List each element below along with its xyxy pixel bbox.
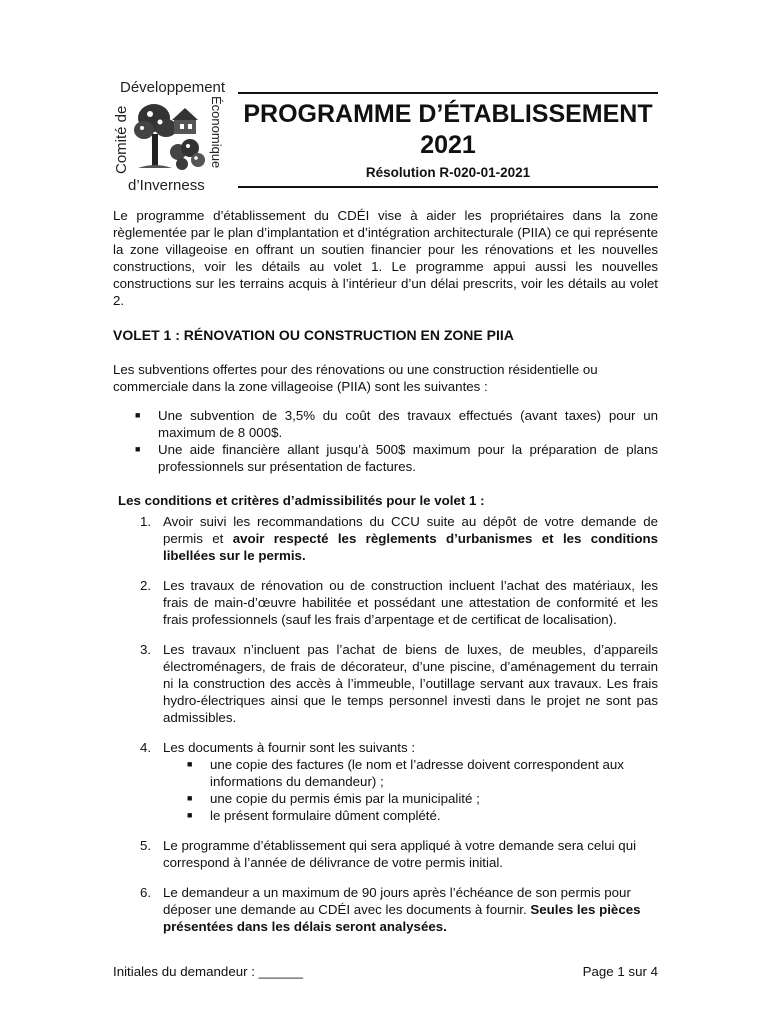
list-item (163, 790, 658, 807)
intro-paragraph: Le programme d’établissement du CDÉI vise à aider les propriétaires dans la zone règlementée par le plan d’implantation et d’intégration architecturale (PIIA) ce qui représente la zone villageoise en offrant un soutien financier pour les rénovations et les nouvelles constructions, voir les détails au volet 1. Le programme appui aussi les nouvelles constructions sur les terrains acquis à l’intérieur d’un délai prescrits, voir les détails au volet 2. (113, 208, 658, 308)
condition-text-bold: avoir respecté les règlements d’urbanismes et les conditions libellées sur le permis. (163, 531, 658, 563)
list-item (113, 407, 658, 441)
list-item-text: une copie des factures (le nom et l’adresse doivent correspondent aux informations du demandeur) ; (210, 757, 624, 789)
logo-graphic (108, 78, 230, 198)
condition-text-bold: Seules les pièces présentées dans les délais seront analysées. (163, 902, 641, 934)
document-title (238, 99, 658, 161)
logo-text-economique: Économique (209, 96, 224, 169)
condition-text-normal: Le demandeur a un maximum de 90 jours après l’échéance de son permis pour déposer une demande au CDÉI avec les documents à fournir. (163, 885, 631, 917)
list-item (113, 441, 658, 475)
condition-text-normal: Avoir suivi les recommandations du CCU suite au dépôt de votre demande de permis et (163, 514, 658, 546)
bush-icon (170, 139, 205, 170)
condition-text (163, 884, 658, 935)
condition-text: Le programme d’établissement qui sera appliqué à votre demande sera celui qui correspond à l’année de délivrance de votre permis initial. (163, 838, 637, 870)
condition-text: Les documents à fournir sont les suivants : (163, 740, 416, 755)
house-icon (172, 108, 198, 134)
condition-number: 6. (140, 885, 152, 900)
list-item-text: Une subvention de 3,5% du coût des travaux effectués (avant taxes) pour un maximum de 8 000$. (158, 408, 658, 440)
title-line-1: PROGRAMME D’ÉTABLISSEMENT (243, 100, 653, 128)
condition-item (113, 739, 658, 824)
conditions-title: Les conditions et critères d’admissibilités pour le volet 1 : (118, 493, 485, 508)
condition-number: 3. (140, 642, 152, 657)
cdei-logo (108, 78, 230, 198)
condition-text: Les travaux de rénovation ou de construction incluent l’achat des matériaux, les frais de main-d’œuvre habilitée et possédant une attestation de conformité et les frais professionnels (sauf les frais d’arpentage et de certificat de localisation). (163, 578, 658, 627)
conditions-list (113, 513, 658, 935)
condition-number: 2. (140, 578, 152, 593)
logo-text-comite: Comité de (113, 105, 130, 174)
condition-number: 4. (140, 740, 152, 755)
volet1-heading: VOLET 1 : RÉNOVATION OU CONSTRUCTION EN ZONE PIIA (113, 327, 514, 343)
condition-number: 1. (140, 514, 152, 529)
subsidy-list (113, 407, 658, 475)
list-item-text: Une aide financière allant jusqu’à 500$ maximum pour la préparation de plans professionnels sur présentation de factures. (158, 442, 658, 474)
title-line-2: 2021 (420, 131, 476, 159)
top-rule (238, 92, 658, 94)
list-item (163, 756, 658, 790)
condition-text (163, 513, 658, 564)
condition-item (113, 577, 658, 628)
bullet-square-icon: ■ (187, 759, 193, 769)
page-number: Page 1 sur 4 (582, 964, 658, 979)
bottom-rule (238, 186, 658, 188)
initials-field: Initiales du demandeur : ______ (113, 964, 303, 979)
documents-list (163, 756, 658, 824)
list-item-text: le présent formulaire dûment complété. (210, 808, 441, 823)
tree-icon (134, 104, 177, 168)
condition-item (113, 513, 658, 564)
bullet-square-icon: ■ (187, 810, 193, 820)
logo-text-inverness: d’Inverness (128, 177, 205, 194)
bullet-square-icon: ■ (135, 410, 141, 420)
condition-item (113, 641, 658, 726)
condition-number: 5. (140, 838, 152, 853)
bullet-square-icon: ■ (135, 444, 141, 454)
title-block (238, 92, 658, 188)
list-item-text: une copie du permis émis par la municipalité ; (210, 791, 480, 806)
logo-text-developpement: Développement (120, 79, 226, 96)
bullet-square-icon: ■ (187, 793, 193, 803)
volet1-paragraph: Les subventions offertes pour des rénovations ou une construction résidentielle ou commerciale dans la zone villageoise (PIIA) sont les suivantes : (113, 362, 598, 394)
condition-text: Les travaux n’incluent pas l’achat de biens de luxes, de meubles, d’appareils électroménagers, de frais de décorateur, d’une piscine, d’aménagement du terrain ni la construction des accès à l’immeuble, l’outillage servant aux travaux. Les frais hydro-électriques ainsi que le temps personnel investi dans le projet ne sont pas admissibles. (163, 642, 658, 725)
document-body (113, 207, 658, 948)
resolution-number: Résolution R-020-01-2021 (365, 165, 531, 180)
condition-item (113, 837, 658, 871)
condition-item (113, 884, 658, 935)
list-item (163, 807, 658, 824)
